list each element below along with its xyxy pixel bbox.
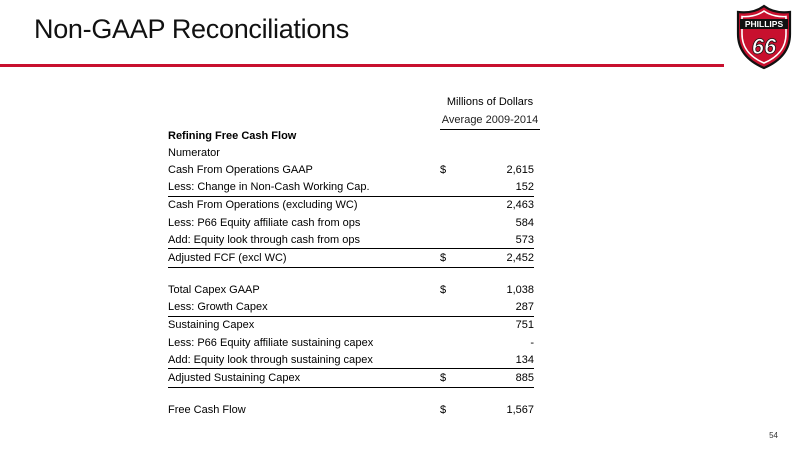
slide-title: Non-GAAP Reconciliations bbox=[34, 14, 349, 44]
row-dollar bbox=[440, 351, 468, 369]
row-label: Add: Equity look through cash from ops bbox=[168, 233, 360, 246]
title-divider bbox=[0, 64, 724, 67]
row-value: 2,452 bbox=[468, 249, 534, 267]
row-value: 584 bbox=[515, 216, 534, 229]
row-dollar bbox=[440, 144, 468, 161]
table-row bbox=[168, 127, 534, 144]
logo-wordmark: PHILLIPS bbox=[744, 19, 784, 29]
row-dollar: $ bbox=[440, 284, 447, 297]
row-dollar: $ bbox=[440, 369, 468, 387]
row-dollar bbox=[440, 196, 468, 214]
row-value: 2,463 bbox=[468, 196, 534, 214]
row-value: 1,567 bbox=[506, 404, 534, 417]
reconciliation-table bbox=[168, 127, 534, 419]
table-row bbox=[168, 282, 534, 299]
row-dollar bbox=[440, 179, 468, 197]
row-dollar bbox=[440, 299, 468, 317]
row-value: 885 bbox=[468, 369, 534, 387]
table-spacer bbox=[168, 267, 534, 282]
row-label: Cash From Operations (excluding WC) bbox=[168, 196, 440, 214]
row-label: Adjusted FCF (excl WC) bbox=[168, 249, 440, 267]
row-dollar: $ bbox=[440, 404, 447, 417]
row-label: Free Cash Flow bbox=[168, 404, 246, 417]
row-value: 573 bbox=[515, 233, 534, 246]
row-dollar bbox=[440, 334, 468, 351]
table-row bbox=[168, 299, 534, 317]
row-value bbox=[468, 127, 534, 144]
row-dollar bbox=[440, 316, 468, 334]
page-number: 54 bbox=[769, 431, 778, 440]
table-row bbox=[168, 249, 534, 267]
row-value: 751 bbox=[468, 316, 534, 334]
period-header: Average 2009-2014 bbox=[441, 114, 539, 126]
row-dollar bbox=[440, 214, 468, 231]
row-label: Refining Free Cash Flow bbox=[168, 129, 297, 142]
row-label: Add: Equity look through sustaining capex bbox=[168, 353, 373, 366]
row-value bbox=[468, 144, 534, 161]
row-label: Less: P66 Equity affiliate sustaining capex bbox=[168, 336, 374, 349]
row-dollar bbox=[440, 231, 468, 249]
row-value: - bbox=[530, 336, 534, 349]
row-label: Less: P66 Equity affiliate cash from ops bbox=[168, 216, 361, 229]
row-label: Adjusted Sustaining Capex bbox=[168, 369, 440, 387]
row-dollar bbox=[440, 127, 468, 144]
table-row bbox=[168, 196, 534, 214]
table-row bbox=[168, 179, 534, 197]
table-row bbox=[168, 351, 534, 369]
row-label: Numerator bbox=[168, 146, 220, 159]
table-row bbox=[168, 316, 534, 334]
row-label: Sustaining Capex bbox=[168, 316, 440, 334]
row-value: 152 bbox=[515, 181, 534, 194]
table-row bbox=[168, 402, 534, 419]
row-label: Less: Growth Capex bbox=[168, 301, 268, 314]
units-header: Millions of Dollars bbox=[446, 96, 534, 108]
table-row bbox=[168, 369, 534, 387]
row-label: Less: Change in Non-Cash Working Cap. bbox=[168, 181, 370, 194]
table-row bbox=[168, 144, 534, 161]
logo-number: 66 bbox=[751, 34, 777, 59]
row-dollar: $ bbox=[440, 249, 468, 267]
row-value: 2,615 bbox=[506, 163, 534, 176]
row-label: Total Capex GAAP bbox=[168, 284, 260, 297]
table-row bbox=[168, 231, 534, 249]
row-value: 287 bbox=[515, 301, 534, 314]
table-row bbox=[168, 334, 534, 351]
row-label: Cash From Operations GAAP bbox=[168, 163, 313, 176]
row-dollar: $ bbox=[440, 163, 447, 176]
row-value: 134 bbox=[515, 353, 534, 366]
table-spacer bbox=[168, 387, 534, 402]
table-row bbox=[168, 161, 534, 178]
table-row bbox=[168, 214, 534, 231]
phillips-66-logo bbox=[734, 4, 794, 70]
row-value: 1,038 bbox=[506, 284, 534, 297]
